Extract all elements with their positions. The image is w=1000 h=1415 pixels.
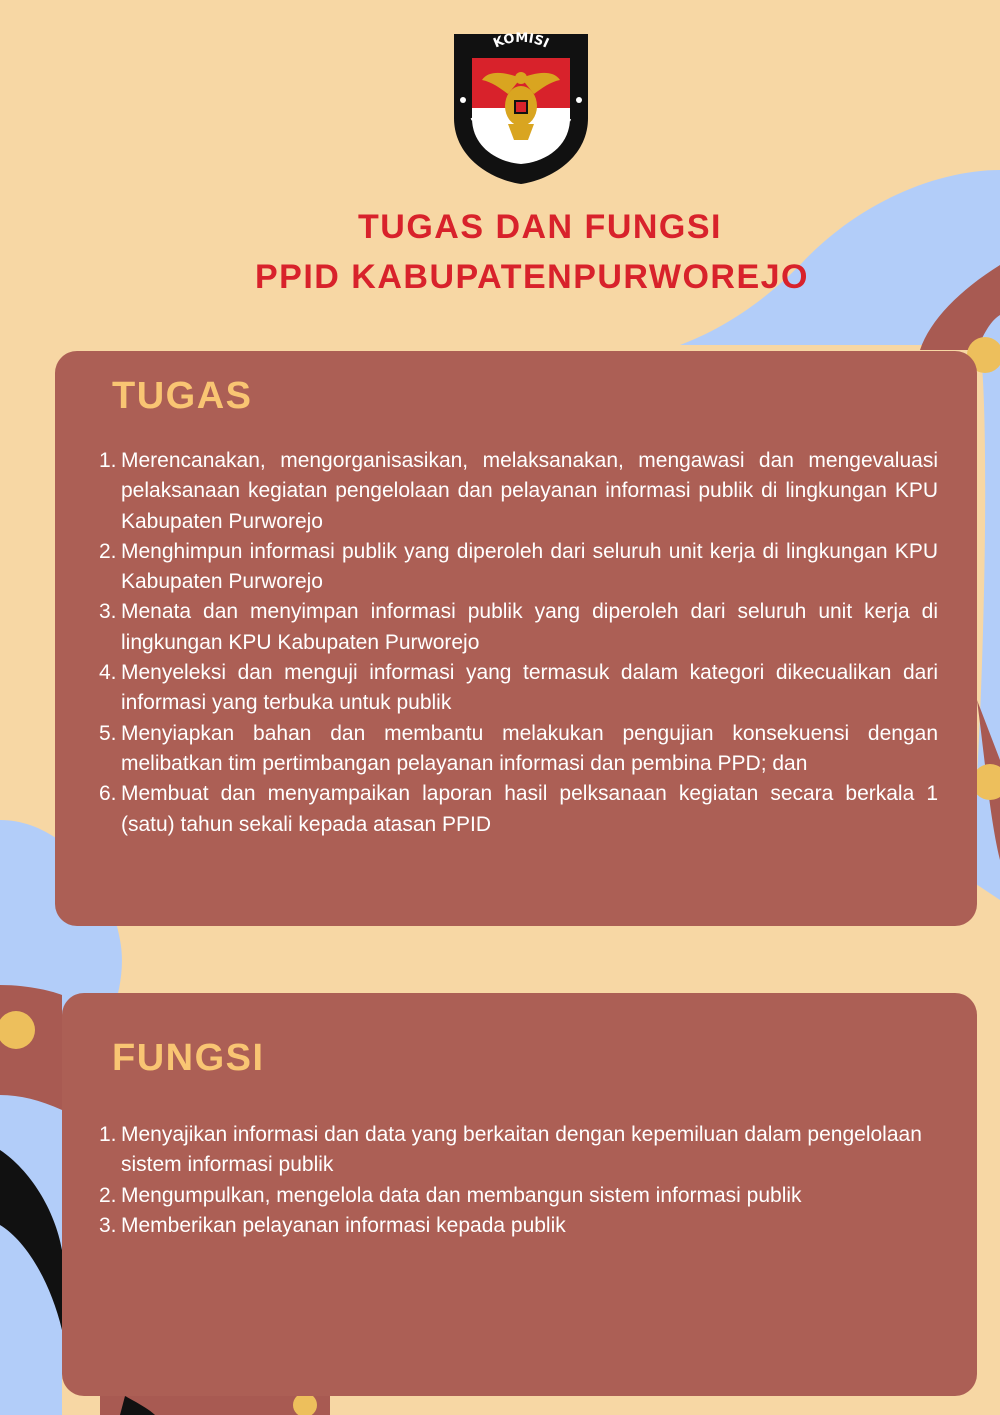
list-text: Menyiapkan bahan dan membantu melakukan pengujian konsekuensi dengan melibatkan tim pertimbangan pelayanan informasi dan pembina PPD; dan — [121, 721, 938, 775]
list-number: 1. — [99, 449, 117, 472]
list-text: Menyajikan informasi dan data yang berkaitan dengan kepemiluan dalam pengelolaan sistem informasi publik — [121, 1123, 922, 1177]
page-title-line2: PPID KABUPATENPURWOREJO — [255, 258, 809, 296]
list-item — [99, 1120, 955, 1181]
list-text: Membuat dan menyampaikan laporan hasil pelksanaan kegiatan secara berkala 1 (satu) tahun sekali kepada atasan PPID — [121, 782, 938, 836]
list-text: Menghimpun informasi publik yang diperoleh dari seluruh unit kerja di lingkungan KPU Kabupaten Purworejo — [121, 539, 938, 594]
tugas-heading: TUGAS — [112, 375, 253, 417]
kpu-logo — [450, 28, 592, 186]
list-item — [99, 1211, 955, 1241]
fungsi-heading: FUNGSI — [112, 1037, 265, 1079]
list-number: 2. — [99, 539, 117, 563]
list-item — [99, 658, 938, 719]
list-item — [99, 597, 938, 658]
list-text: Menata dan menyimpan informasi publik yang diperoleh dari seluruh unit kerja di lingkungan KPU Kabupaten Purworejo — [121, 600, 938, 654]
list-text: Merencanakan, mengorganisasikan, melaksanakan, mengawasi dan mengevaluasi pelaksanaan kegiatan pengelolaan dan pelayanan informasi publik di lingkungan KPU Kabupaten Purworejo — [121, 449, 938, 533]
logo-dot-right — [576, 97, 582, 103]
fungsi-panel — [62, 993, 977, 1396]
list-number: 3. — [99, 600, 117, 624]
page-title-line1: TUGAS DAN FUNGSI — [358, 208, 722, 246]
list-item — [99, 779, 938, 840]
list-text: Mengumpulkan, mengelola data dan membangun sistem informasi publik — [121, 1183, 802, 1207]
list-number: 4. — [99, 661, 117, 685]
tugas-panel — [55, 351, 977, 926]
list-text: Memberikan pelayanan informasi kepada publik — [121, 1213, 566, 1237]
list-number: 6. — [99, 782, 117, 806]
list-number: 2. — [99, 1183, 117, 1207]
tugas-list — [99, 446, 938, 840]
list-item — [99, 446, 938, 537]
list-text: Menyeleksi dan menguji informasi yang termasuk dalam kategori dikecualikan dari informasi yang terbuka untuk publik — [121, 661, 938, 715]
fungsi-list — [99, 1120, 955, 1241]
logo-text-bottom: PEMILIHAN UMUM — [467, 112, 575, 160]
logo-text-top: KOMISI — [491, 30, 552, 52]
list-item — [99, 537, 938, 598]
list-item — [99, 1181, 955, 1211]
logo-dot-left — [460, 97, 466, 103]
list-number: 5. — [99, 721, 117, 745]
list-number: 1. — [99, 1123, 117, 1146]
list-item — [99, 719, 938, 780]
list-number: 3. — [99, 1213, 117, 1237]
